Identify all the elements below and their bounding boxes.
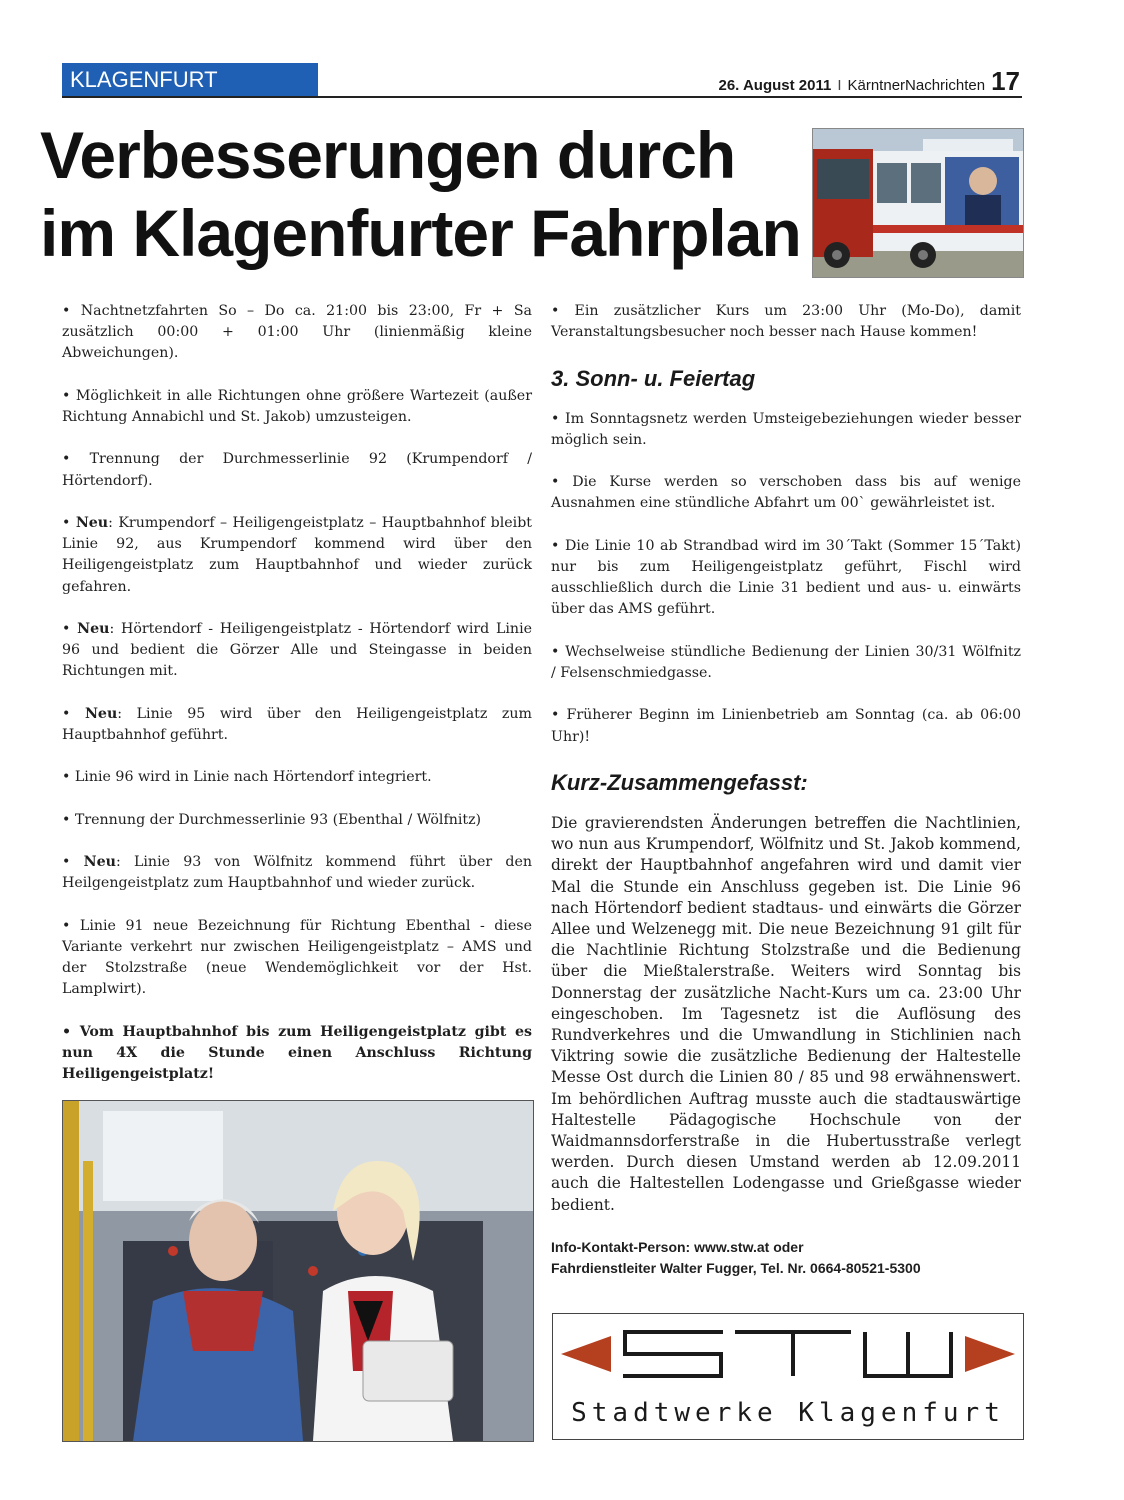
contact-line-2: Fahrdienstleiter Walter Fugger, Tel. Nr. 0664-80521-5300	[551, 1260, 921, 1277]
bullet-linie-92-trennung: • Trennung der Durchmesserlinie 92 (Krumpendorf / Hörtendorf).	[62, 451, 532, 489]
publication-name: KärntnerNachrichten	[847, 77, 986, 94]
summary-paragraph: Die gravierendsten Änderungen betreffen die Nachtlinien, wo nun aus Krumpendorf, Wölfnitz und St. Jakob kommend, direkt der Hauptbahnhof angefahren wird und damit vier Mal die Stunde ein Anschluss gegeben ist. Die Linie 96 nach Hörtendorf bedient stadtaus- und einwärts die Görzer Allee und Welzenegg mit. Die neue Bezeichnung 91 gilt für die Nachtlinie Richtung Stolzstraße und die Bedienung über die Mießtalerstraße. Weiters wird Sonntag bis Donnerstag der zusätzliche Nacht-Kurs um ca. 23:00 Uhr eingeschoben. Im Tagesnetz ist die Auflösung des Rundverkehres und die Umwandlung in Stichlinien nach Viktring sowie die zusätzliche Bedienung der Haltestelle Messe Ost durch die Linien 80 / 85 und 98 erwähnenswert. Im behördlichen Auftrag musste auch die stadtauswärtige Haltestelle Pädagogische Hochschule von der Waidmannsdorferstraße in die Hubertusstraße verlegt werden. Durch diesen Umstand werden ab 12.09.2011 auch die Haltestellen Lodengasse und Grießgasse wieder bedient.	[551, 813, 1021, 1214]
bullet-linien-30-31: • Wechselweise stündliche Bedienung der Linien 30/31 Wölfnitz / Felsenschmiedgasse.	[551, 643, 1021, 681]
stw-logo	[552, 1313, 1024, 1440]
passengers-illustration	[63, 1101, 533, 1441]
bullet-hauptbahnhof-anschluss: • Vom Hauptbahnhof bis zum Heiligengeistplatz gibt es nun 4X die Stunde einen Anschluss Richtung Heiligengeistplatz!	[62, 1023, 532, 1083]
header-rule	[62, 96, 1022, 98]
neu-label: Neu	[84, 705, 118, 722]
neu-label: Neu	[77, 620, 110, 637]
bullet-frueher-beginn: • Früherer Beginn im Linienbetrieb am Sonntag (ca. ab 06:00 Uhr)!	[551, 707, 1021, 745]
bullet-text: : Hörtendorf - Heiligengeistplatz - Hörtendorf wird Linie 96 und bedient die Görzer Alle und Steingasse in beiden Richtungen mit.	[62, 620, 532, 680]
bullet-umsteigen: • Möglichkeit in alle Richtungen ohne größere Wartezeit (außer Richtung Annabichl und St. Jakob) umzusteigen.	[62, 387, 532, 425]
article-right-column	[551, 301, 1021, 1300]
bullet-text: : Linie 95 wird über den Heiligengeistplatz zum Hauptbahnhof geführt.	[62, 705, 532, 743]
bullet-neu-linie-95: • Neu: Linie 95 wird über den Heiligengeistplatz zum Hauptbahnhof geführt.	[62, 705, 532, 743]
headline-line-2: im Klagenfurter Fahrplan	[40, 196, 801, 270]
headline-line-1: Verbesserungen durch	[40, 118, 736, 192]
header-separator: I	[837, 77, 842, 94]
bullet-linie-96-integriert: • Linie 96 wird in Linie nach Hörtendorf integriert.	[62, 769, 432, 786]
contact-info	[551, 1237, 1021, 1279]
page-number: 17	[991, 66, 1020, 96]
bus-photo	[812, 128, 1024, 278]
subheading-sonn-feiertag: 3. Sonn- u. Feiertag	[551, 365, 756, 391]
section-label: KLAGENFURT	[62, 63, 318, 96]
bullet-neu-linie-96: • Neu: Hörtendorf - Heiligengeistplatz - Hörtendorf wird Linie 96 und bedient die Görzer Alle und Steingasse in beiden Richtungen mit.	[62, 620, 532, 680]
article-left-column	[62, 301, 532, 1191]
bullet-text: : Linie 93 von Wölfnitz kommend führt über den Heilgengeistplatz zum Hauptbahnhof und wieder zurück.	[62, 854, 532, 892]
stw-logo-wordmark: Stadtwerke Klagenfurt	[571, 1398, 1005, 1428]
page-header-info	[718, 66, 1020, 94]
bullet-linie-10: • Die Linie 10 ab Strandbad wird im 30´Takt (Sommer 15´Takt) nur bis zum Heiligengeistplatz geführt, Fischl wird ausschließlich durch die Linie 31 bedient und aus- u. einwärts über das AMS geführt.	[551, 537, 1021, 618]
stw-logo-mark	[553, 1314, 1023, 1394]
bullet-neu-linie-92: • Neu: Krumpendorf – Heiligengeistplatz – Hauptbahnhof bleibt Linie 92, aus Krumpendorf kommend wird über den Heiligengeistplatz zum Hauptbahnhof und wieder zurück gefahren.	[62, 514, 532, 595]
passengers-photo	[62, 1100, 534, 1442]
subheading-kurz-zusammengefasst: Kurz-Zusammengefasst:	[551, 769, 808, 795]
bullet-sonntagsnetz: • Im Sonntagsnetz werden Umsteigebeziehungen wieder besser möglich sein.	[551, 410, 1021, 448]
neu-label: Neu	[75, 514, 109, 531]
bullet-nachtnetz: • Nachtnetzfahrten So – Do ca. 21:00 bis 23:00, Fr + Sa zusätzlich 00:00 + 01:00 Uhr (linienmäßig kleine Abweichungen).	[62, 303, 532, 362]
neu-label: Neu	[83, 854, 116, 871]
bus-illustration	[813, 129, 1023, 277]
bullet-zusaetzlicher-kurs: • Ein zusätzlicher Kurs um 23:00 Uhr (Mo-Do), damit Veranstaltungsbesucher noch besser nach Hause kommen!	[551, 303, 1021, 341]
bullet-kurse-verschoben: • Die Kurse werden so verschoben dass bis auf wenige Ausnahmen eine stündliche Abfahrt um 00` gewährleistet ist.	[551, 474, 1021, 512]
bullet-neu-linie-93: • Neu: Linie 93 von Wölfnitz kommend führt über den Heilgengeistplatz zum Hauptbahnhof und wieder zurück.	[62, 854, 532, 892]
article-headline	[40, 116, 810, 272]
issue-date: 26. August 2011	[718, 77, 832, 94]
bullet-linie-93-trennung: • Trennung der Durchmesserlinie 93 (Ebenthal / Wölfnitz)	[62, 811, 482, 828]
contact-line-1: Info-Kontakt-Person: www.stw.at oder	[551, 1239, 804, 1256]
bullet-text: : Krumpendorf – Heiligengeistplatz – Hauptbahnhof bleibt Linie 92, aus Krumpendorf kommend wird über den Heiligengeistplatz zum Hauptbahnhof und wieder zurück gefahren.	[62, 514, 532, 595]
bullet-linie-91: • Linie 91 neue Bezeichnung für Richtung Ebenthal - diese Variante verkehrt nur zwischen Heiligengeistplatz – AMS und der Stolzstraße (neue Wendemöglichkeit vor der Hst. Lamplwirt).	[62, 917, 532, 998]
